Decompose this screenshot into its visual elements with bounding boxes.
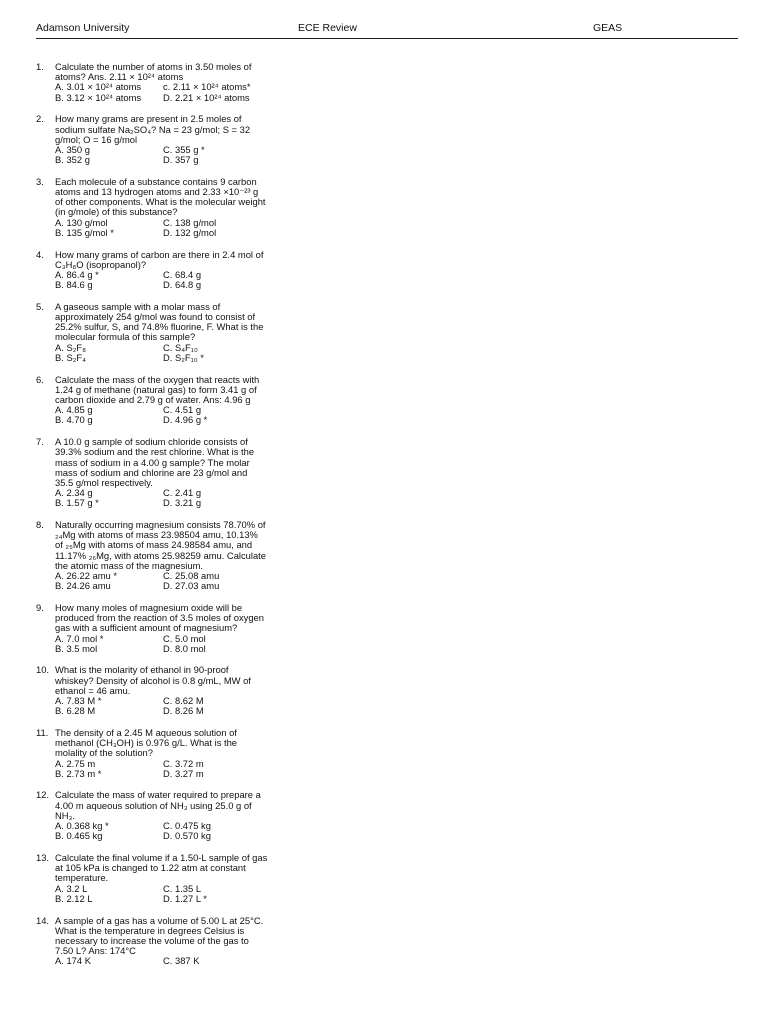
answer-option: B. S₂F₄ (55, 351, 86, 363)
answer-option: D. 8.26 M (163, 705, 204, 717)
answer-option: A. 4.85 g (55, 404, 93, 416)
question-text: Each molecule of a substance contains 9 carbon atoms and 13 hydrogen atoms and 2.33 ×10⁻²³ g of other components. What is the molecular weight (in g/mole) of this substance? (55, 175, 266, 218)
answer-option: B. 3.5 mol (55, 642, 98, 654)
answer-option: B. 1.57 g * (55, 497, 99, 509)
question-number: 9. (36, 601, 44, 613)
question-text: Calculate the final volume if a 1.50-L sample of gas at 105 kPa is changed to 1.22 atm at constant temperature. (55, 852, 268, 884)
answer-option: C. 0.475 kg (163, 820, 211, 832)
answer-option: A. 350 g (55, 143, 90, 155)
answer-option: C. 2.41 g (163, 487, 202, 499)
question-item (36, 853, 268, 904)
answer-option: C. 355 g * (163, 143, 205, 155)
question-item (36, 302, 268, 363)
answer-option: A. 7.0 mol * (55, 632, 104, 644)
question-item (36, 916, 268, 967)
question-number: 2. (36, 113, 44, 125)
answer-option: A. 0.368 kg * (55, 820, 109, 832)
answer-option: C. 68.4 g (163, 268, 202, 280)
answer-option: C. 1.35 L (163, 882, 202, 894)
answer-options (55, 218, 268, 238)
question-number: 12. (36, 789, 50, 801)
question-number: 11. (36, 726, 49, 738)
question-number: 5. (36, 300, 44, 312)
answer-option: A. 3.2 L (55, 882, 88, 894)
answer-option: B. 2.12 L (55, 892, 93, 904)
answer-option: B. 6.28 M (55, 705, 96, 717)
question-number: 14. (36, 914, 50, 926)
question-item (36, 520, 268, 591)
header-subject: GEAS (593, 22, 623, 34)
question-number: 3. (36, 175, 44, 187)
answer-options (55, 759, 268, 779)
answer-option: B. 0.465 kg (55, 830, 103, 842)
answer-option: D. 27.03 amu (163, 580, 220, 592)
answer-options (55, 270, 268, 290)
answer-option: A. 130 g/mol (55, 216, 108, 228)
question-item (36, 790, 268, 841)
answer-option: c. 2.11 × 10²⁴ atoms* (163, 81, 251, 93)
question-item (36, 62, 268, 103)
header-title: ECE Review (298, 22, 357, 34)
question-text: Calculate the number of atoms in 3.50 moles of atoms? Ans. 2.11 × 10²⁴ atoms (55, 61, 252, 83)
answer-option: B. 135 g/mol * (55, 226, 114, 238)
question-text: How many grams are present in 2.5 moles of sodium sulfate Na₂SO₄? Na = 23 g/mol; S = 32 g/mol; O = 16 g/mol (55, 113, 251, 145)
question-text: What is the molarity of ethanol in 90-proof whiskey? Density of alcohol is 0.8 g/mL, MW of ethanol = 46 amu. (55, 664, 251, 696)
question-text: Calculate the mass of the oxygen that reacts with 1.24 g of methane (natural gas) to form 3.41 g of carbon dioxide and 2.79 g of water. Ans: 4.96 g (55, 373, 260, 405)
answer-options (55, 405, 268, 425)
answer-option: D. 132 g/mol (163, 226, 217, 238)
answer-option: B. 24.26 amu (55, 580, 111, 592)
answer-option: D. 0.570 kg (163, 830, 211, 842)
question-text: A gaseous sample with a molar mass of approximately 254 g/mol was found to consist of 25.2% sulfur, S, and 74.8% fluorine, F. What is the molecular formula of this sample? (55, 300, 264, 343)
answer-option: C. S₄F₁₀ (163, 341, 198, 353)
answer-options (55, 956, 268, 966)
answer-option: A. 2.75 m (55, 757, 96, 769)
answer-options (55, 82, 268, 102)
answer-option: C. 387 K (163, 955, 200, 967)
answer-option: A. S₂F₈ (55, 341, 86, 353)
question-text: How many moles of magnesium oxide will be produced from the reaction of 3.5 moles of oxygen gas with a sufficient amount of magnesium? (55, 601, 264, 634)
page-header (36, 22, 738, 38)
answer-options (55, 696, 268, 716)
answer-option: D. 1.27 L * (163, 892, 207, 904)
answer-option: D. 8.0 mol (163, 642, 206, 654)
question-item (36, 250, 268, 291)
question-number: 10. (36, 664, 50, 676)
answer-option: C. 4.51 g (163, 404, 202, 416)
question-text: The density of a 2.45 M aqueous solution of methanol (CH₃OH) is 0.976 g/L. What is the molality of the solution? (55, 726, 238, 759)
answer-option: D. 3.21 g (163, 497, 202, 509)
header-institution: Adamson University (36, 22, 130, 34)
question-item (36, 437, 268, 508)
answer-option: B. 4.70 g (55, 414, 93, 426)
answer-option: A. 3.01 × 10²⁴ atoms (55, 81, 142, 93)
answer-option: A. 7.83 M * (55, 695, 102, 707)
answer-option: D. 3.27 m (163, 767, 204, 779)
answer-options (55, 884, 268, 904)
answer-option: A. 2.34 g (55, 487, 93, 499)
question-item (36, 177, 268, 238)
question-text: Calculate the mass of water required to prepare a 4.00 m aqueous solution of NH₃ using 25.0 g of NH₃. (55, 789, 261, 821)
answer-options (55, 488, 268, 508)
answer-option: C. 5.0 mol (163, 632, 206, 644)
question-item (36, 603, 268, 654)
answer-options (55, 634, 268, 654)
question-number: 1. (36, 61, 44, 72)
answer-option: D. 2.21 × 10²⁴ atoms (163, 91, 250, 103)
answer-option: D. S₂F₁₀ * (163, 351, 204, 363)
answer-option: C. 138 g/mol (163, 216, 217, 228)
answer-options (55, 821, 268, 841)
answer-option: B. 352 g (55, 154, 90, 166)
answer-option: D. 4.96 g * (163, 414, 208, 426)
question-item (36, 375, 268, 426)
answer-option: D. 357 g (163, 154, 199, 166)
answer-option: C. 8.62 M (163, 695, 204, 707)
question-text: Naturally occurring magnesium consists 78.70% of ₂₄Mg with atoms of mass 23.98504 amu, 10.13% of ₂₅Mg with atoms of mass 24.98584 amu, and 11.17% ₂₆Mg, with atoms 25.98259 amu. Calculate the atomic mass of the magnesium. (55, 519, 267, 571)
question-number: 6. (36, 373, 44, 385)
answer-options (55, 343, 268, 363)
answer-option: C. 25.08 amu (163, 570, 220, 582)
question-number: 13. (36, 852, 50, 863)
answer-option: C. 3.72 m (163, 757, 204, 769)
question-column-left (36, 62, 268, 978)
question-text: How many grams of carbon are there in 2.4 mol of C₃H₈O (isopropanol)? (55, 248, 264, 270)
answer-option: B. 2.73 m * (55, 767, 102, 779)
question-number: 8. (36, 519, 44, 531)
answer-option: B. 3.12 × 10²⁴ atoms (55, 91, 142, 103)
header-rule (36, 38, 738, 39)
question-text: A 10.0 g sample of sodium chloride consists of 39.3% sodium and the rest chlorine. What is the mass of sodium in a 4.00 g sample? The molar mass of sodium and chlorine are 23 g/mol and 35.5 g/mol respectively. (55, 436, 255, 488)
question-item (36, 114, 268, 165)
answer-option: B. 84.6 g (55, 279, 93, 291)
answer-options (55, 571, 268, 591)
answer-options (55, 145, 268, 165)
answer-option: D. 64.8 g (163, 279, 202, 291)
question-item (36, 728, 268, 779)
question-number: 7. (36, 436, 44, 448)
question-item (36, 665, 268, 716)
answer-option: A. 174 K (55, 955, 91, 967)
answer-option: A. 26.22 amu * (55, 570, 118, 582)
answer-option: A. 86.4 g * (55, 268, 99, 280)
question-number: 4. (36, 248, 44, 260)
question-text: A sample of a gas has a volume of 5.00 L at 25°C. What is the temperature in degrees Celsius is necessary to increase the volume of the gas to 7.50 L? Ans: 174°C (55, 914, 264, 957)
